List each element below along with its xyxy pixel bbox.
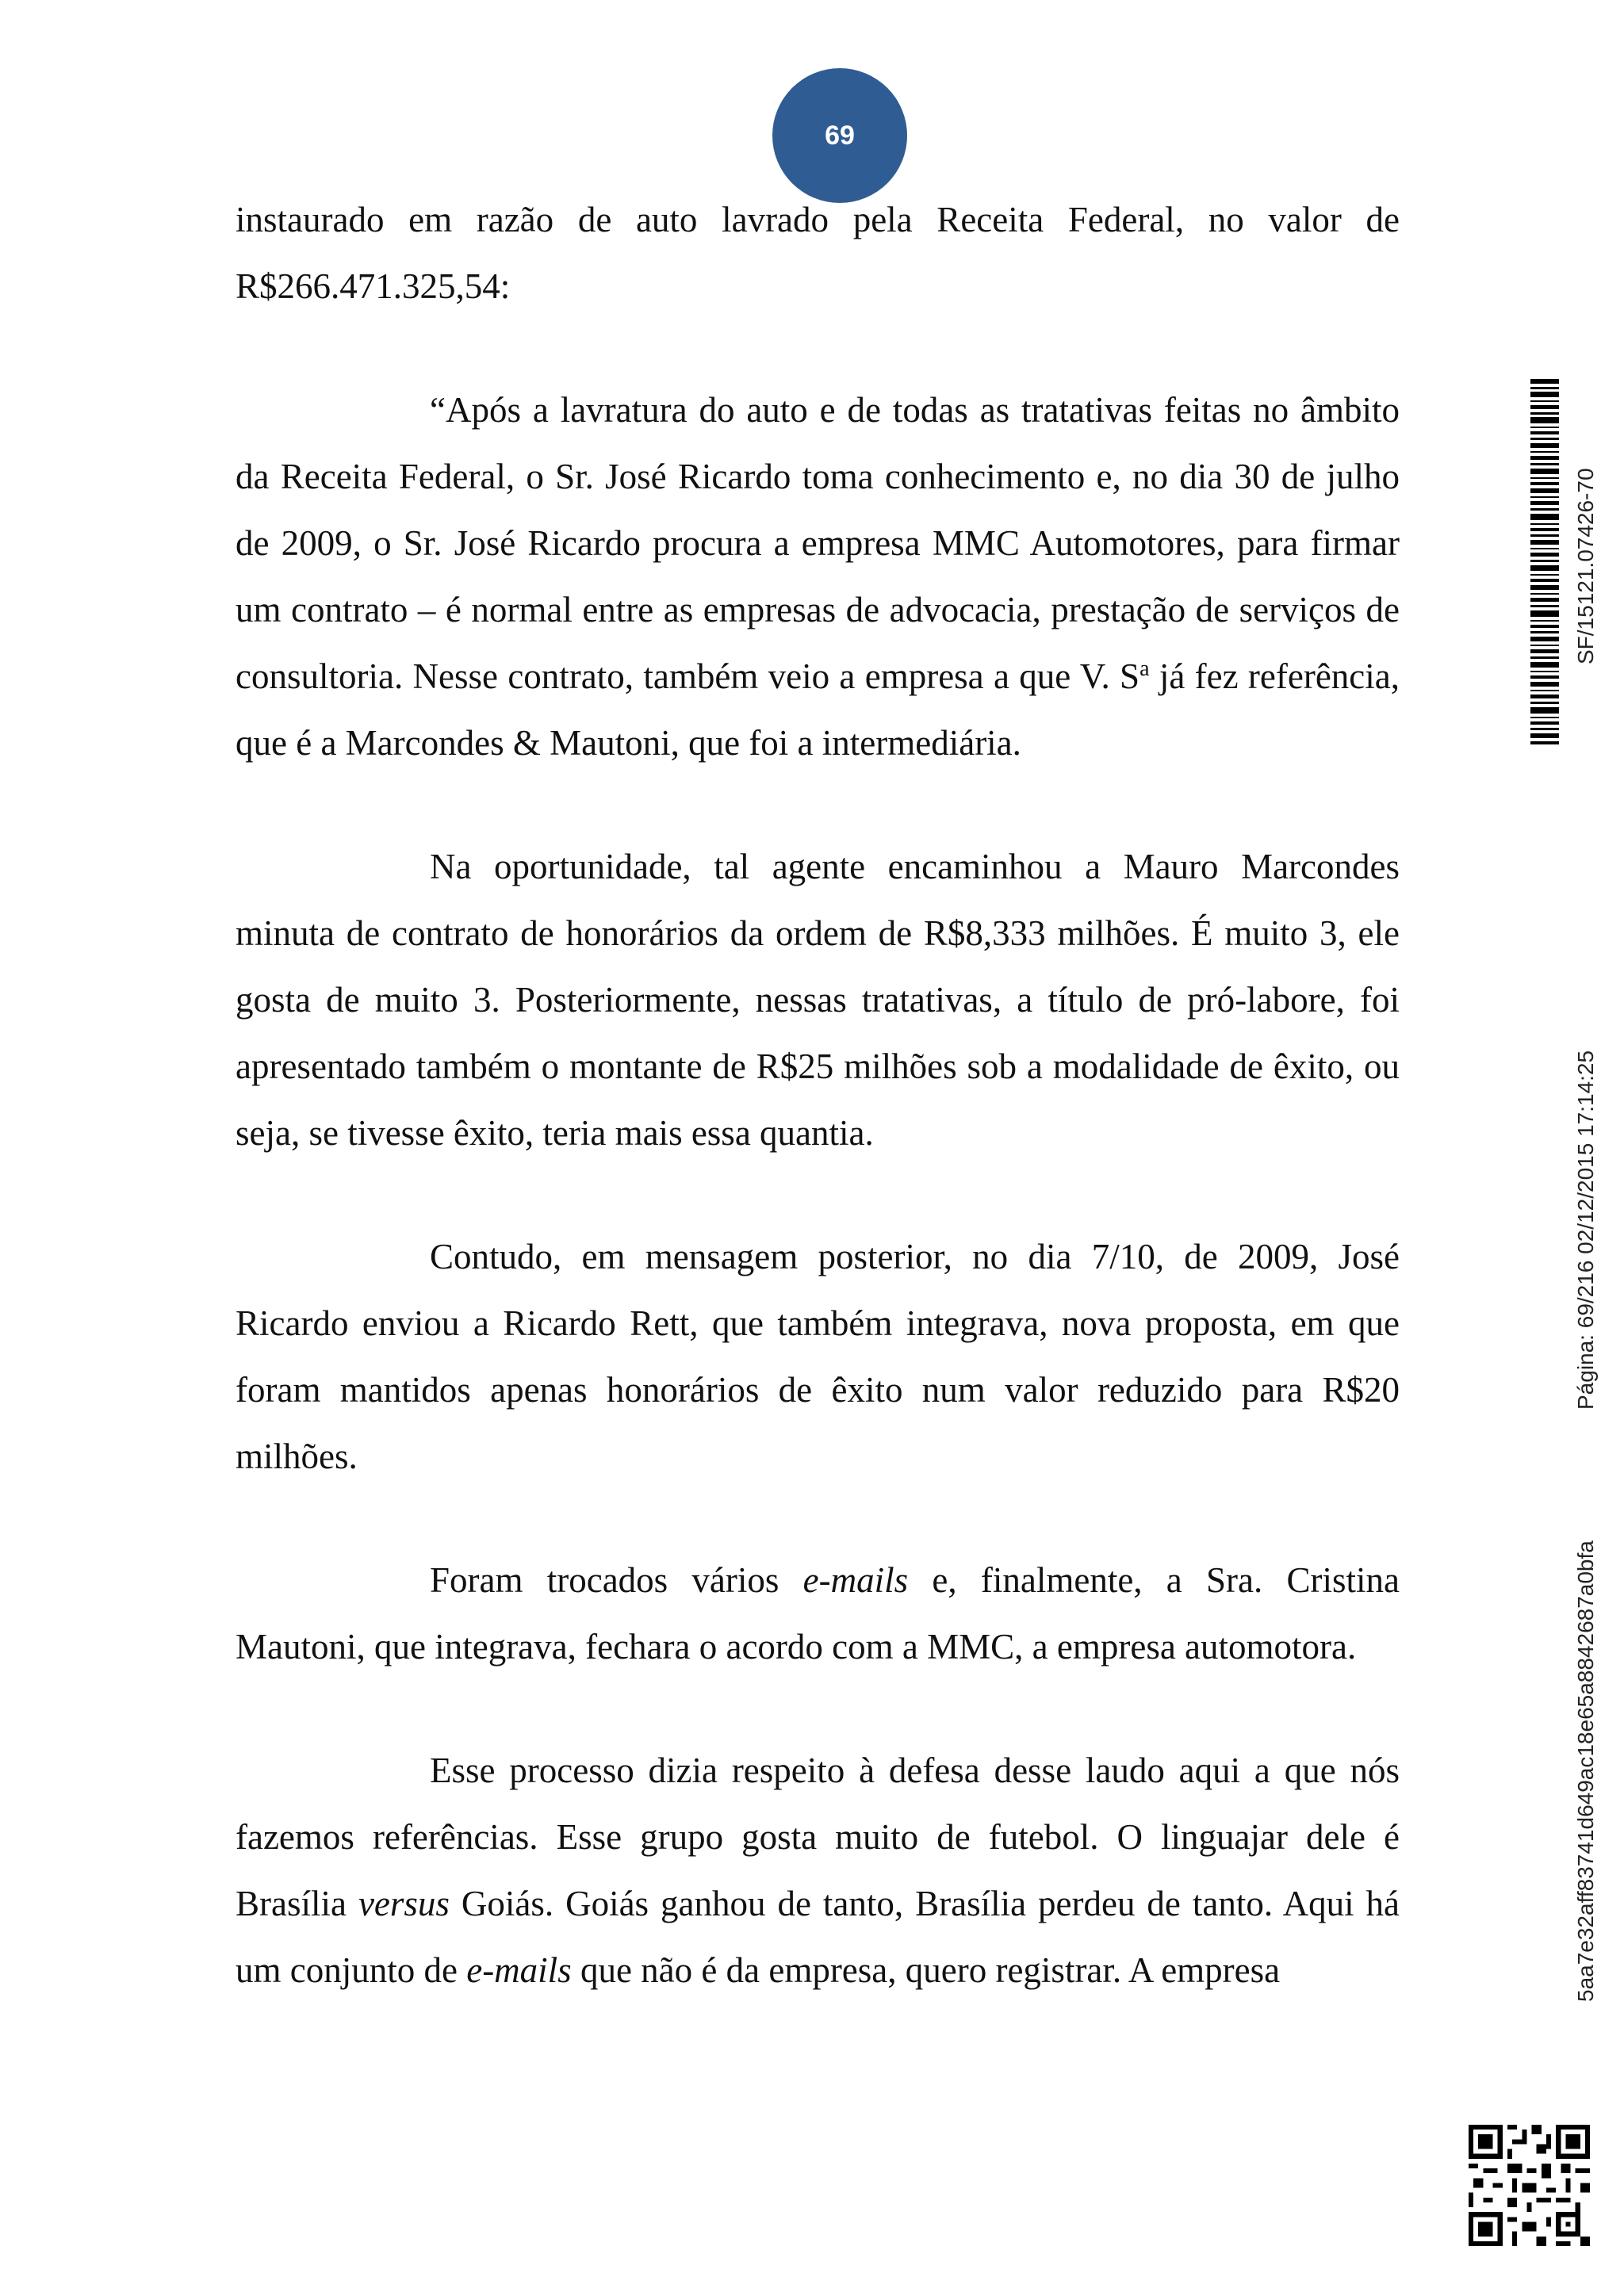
paragraph-2 (236, 377, 1400, 776)
paragraph-5-emphasis: e-mails (802, 1560, 909, 1600)
paragraph-2-text: “Após a lavratura do auto e de todas as tratativas feitas no âmbito da Receita Federal, o Sr. José Ricardo toma conhecimento e, no dia 30 de julho de 2009, o Sr. José Ricardo procura a empresa MMC Automotores, para firmar um contrato – é normal entre as empresas de advocacia, prestação de serviços de consultoria. Nesse contrato, também veio a empresa a que V. S (236, 390, 1400, 696)
paragraph-5-text: Foram trocados vários (430, 1560, 803, 1600)
paragraph-6 (236, 1737, 1400, 2003)
paragraph-6-text-2: Goiás. Goiás ganhou de tanto, Brasília perdeu de tanto. Aqui há um conjunto de (236, 1884, 1400, 1990)
paragraph-2-text-end: já fez referência, que é a Marcondes & Mautoni, que foi a intermediária. (236, 656, 1400, 763)
page-number-badge (772, 68, 907, 203)
document-code: SF/15121.07426-70 (1573, 468, 1598, 664)
paragraph-6-emphasis-2: e-mails (466, 1950, 572, 1990)
paragraph-1 (236, 186, 1400, 320)
paragraph-5 (236, 1547, 1400, 1680)
paragraph-1-line-2: R$266.471.325,54: (236, 266, 511, 306)
page-number: 69 (825, 120, 855, 151)
qr-code (1469, 2125, 1590, 2246)
page-info: Página: 69/216 02/12/2015 17:14:25 (1573, 1050, 1598, 1410)
paragraph-2-superscript: a (1139, 656, 1150, 681)
paragraph-4: Contudo, em mensagem posterior, no dia 7/10, de 2009, José Ricardo enviou a Ricardo Rett, que também integrava, nova proposta, em que foram mantidos apenas honorários de êxito num valor reduzido para R$20 milhões. (236, 1237, 1400, 1476)
paragraph-5-text-end: e, finalmente, a Sra. Cristina Mautoni, que integrava, fechara o acordo com a MMC, a empresa automotora. (236, 1560, 1400, 1667)
barcode (1530, 379, 1559, 748)
paragraph-6-emphasis-1: versus (358, 1884, 450, 1923)
paragraph-6-text-3: que não é da empresa, quero registrar. A empresa (571, 1950, 1281, 1990)
paragraph-3: Na oportunidade, tal agente encaminhou a Mauro Marcondes minuta de contrato de honorários da ordem de R$8,333 milhões. É muito 3, ele gosta de muito 3. Posteriormente, nessas tratativas, a título de pró-labore, foi apresentado também o montante de R$25 milhões sob a modalidade de êxito, ou seja, se tivesse êxito, teria mais essa quantia. (236, 847, 1400, 1153)
document-body (236, 186, 1400, 2003)
document-hash: 5aa7e32aff83741d649ac18e65a8842687a0bfa (1573, 1540, 1598, 2002)
paragraph-1-line-1: instaurado em razão de auto lavrado pela Receita Federal, no valor de (236, 200, 1400, 239)
paragraph-6-text-1: Esse processo dizia respeito à defesa desse laudo aqui a que nós fazemos referências. Esse grupo gosta muito de futebol. O linguajar dele é Brasília (236, 1751, 1400, 1923)
